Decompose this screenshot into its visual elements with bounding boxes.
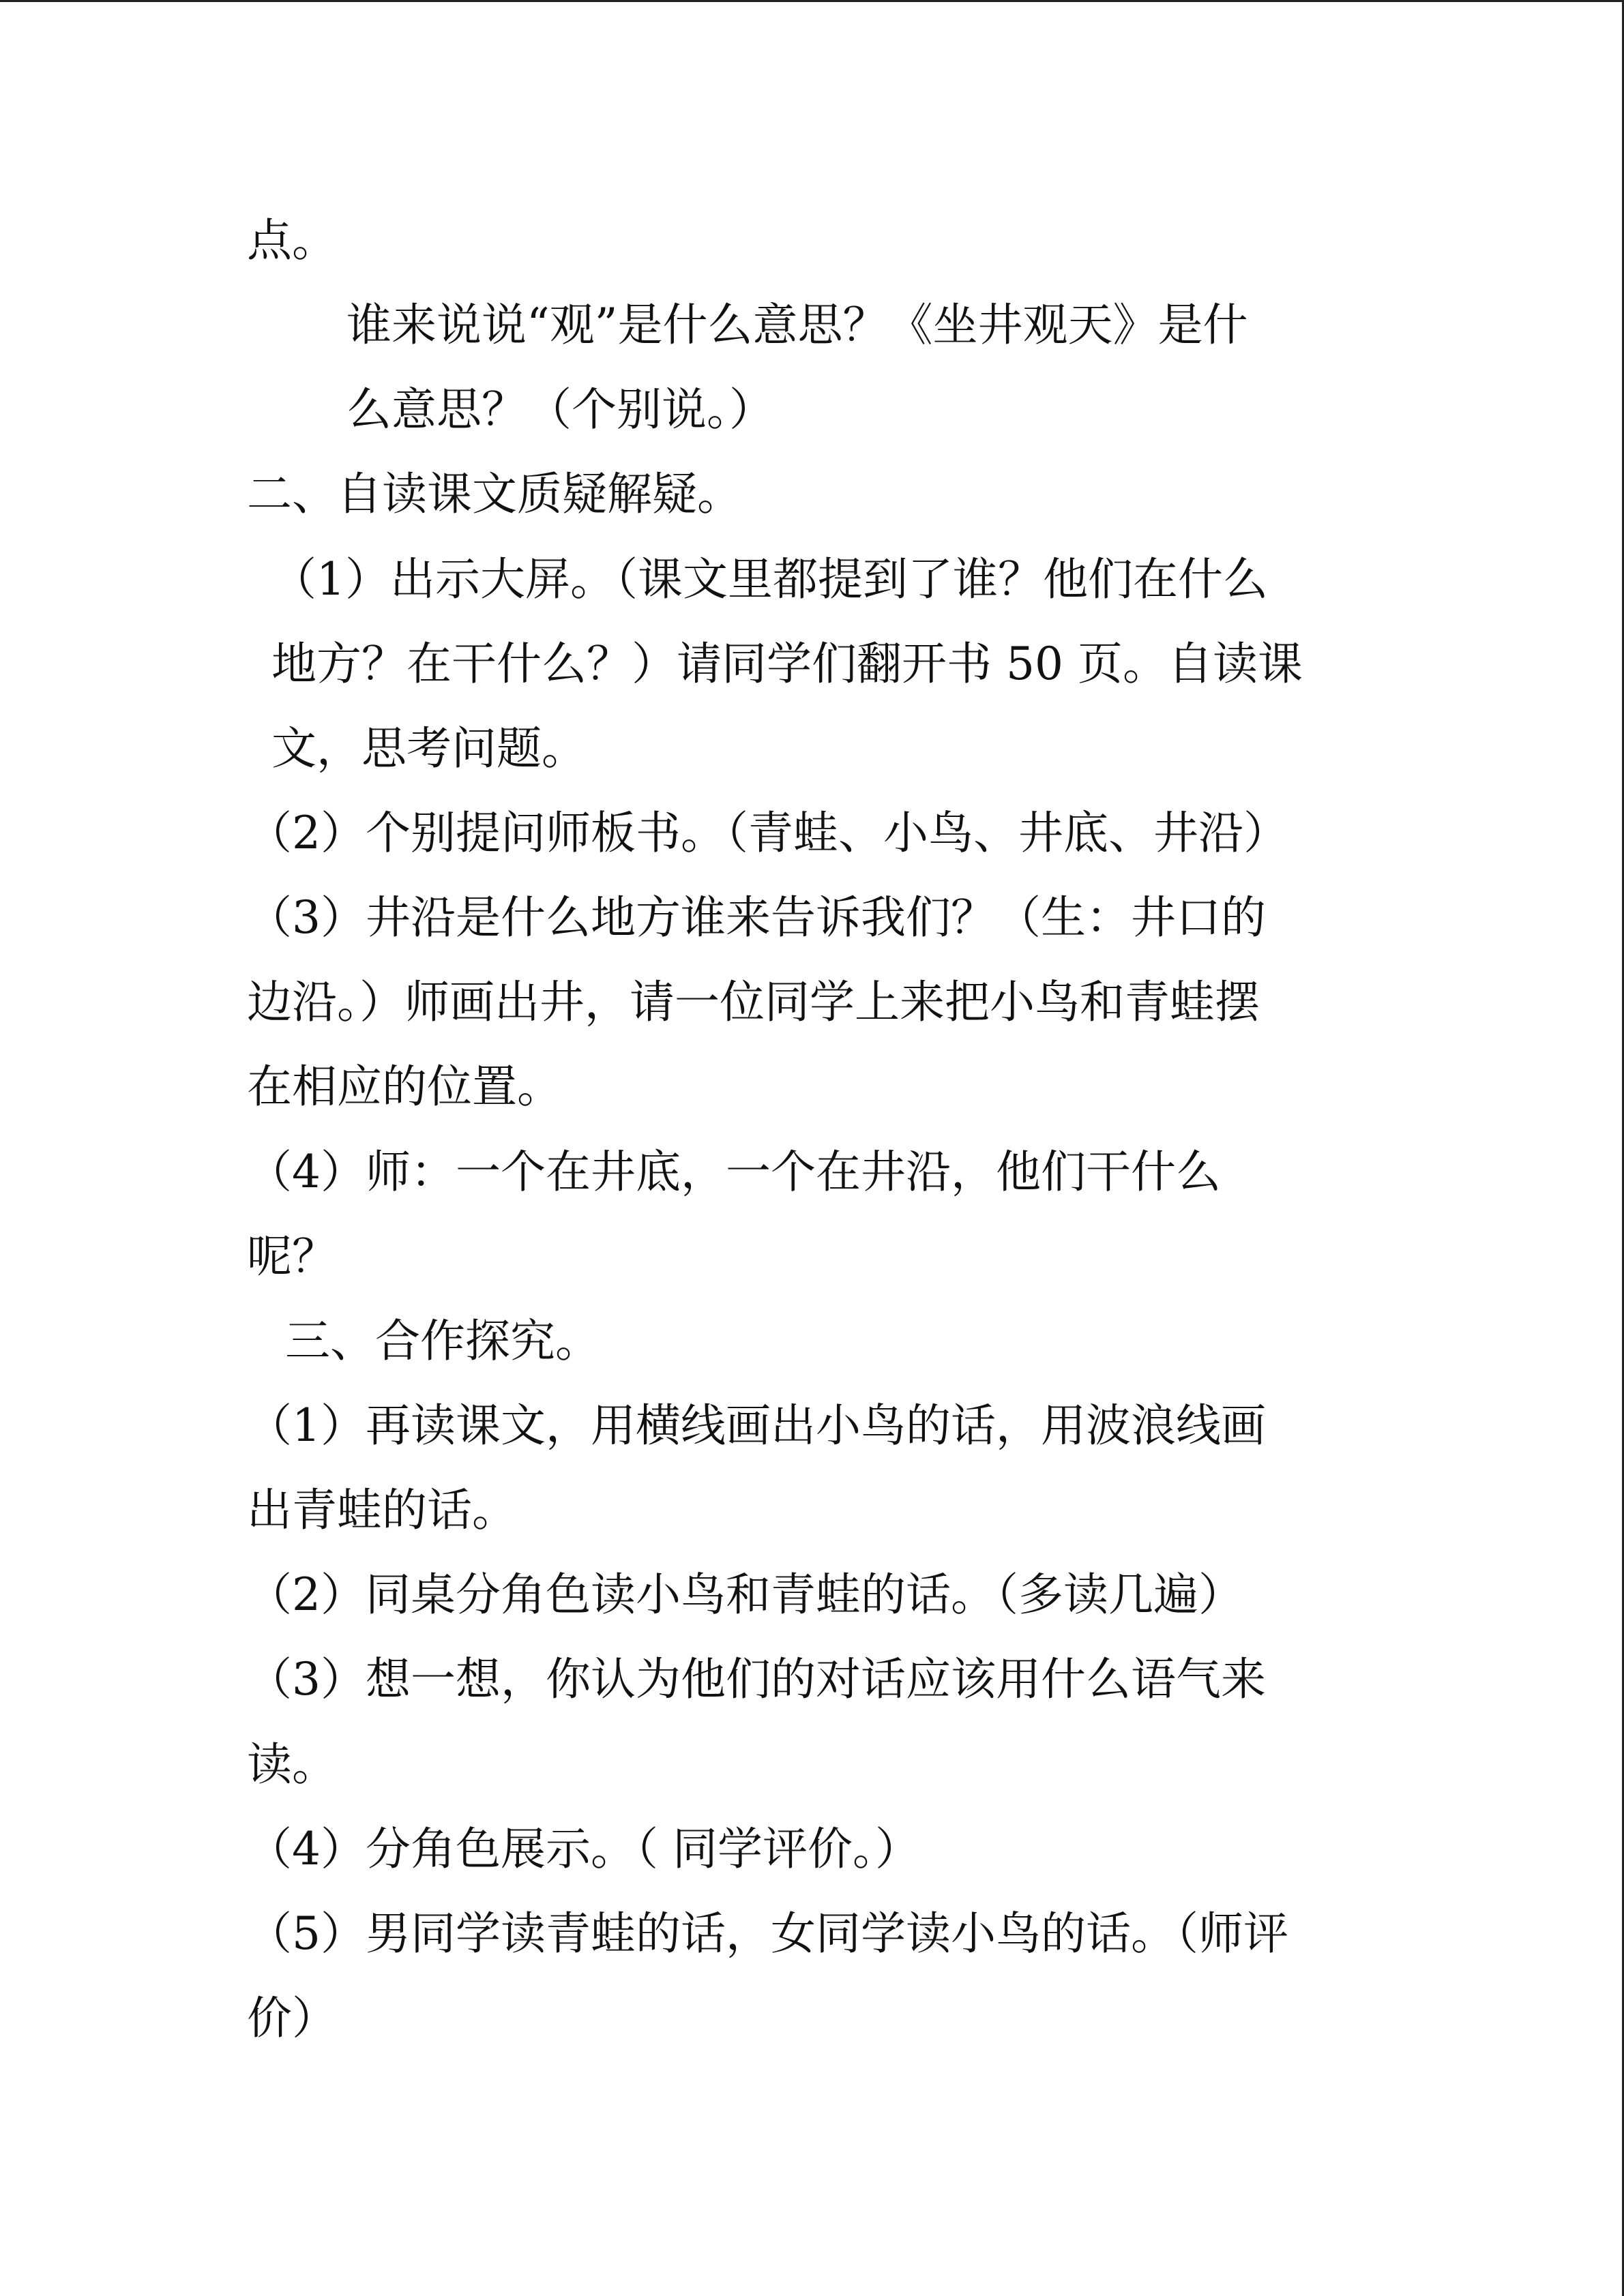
text-line: （1）出示大屏。（课文里都提到了谁？他们在什么	[271, 553, 1268, 606]
text-line: （4）师：一个在井底，一个在井沿，他们干什么	[247, 1146, 1221, 1198]
text-line: （2）同桌分角色读小鸟和青蛙的话。（多读几遍）	[247, 1568, 1243, 1621]
text-line: （5）男同学读青蛙的话，女同学读小鸟的话。（师评	[247, 1907, 1288, 1960]
text-line: （3）想一想，你认为他们的对话应该用什么语气来	[247, 1653, 1266, 1705]
text-line: 出青蛙的话。	[247, 1484, 517, 1536]
text-line: 点。	[247, 214, 337, 267]
text-line: （1）再读课文，用横线画出小鸟的话，用波浪线画	[247, 1399, 1266, 1452]
text-line: 文，思考问题。	[271, 722, 587, 775]
section-heading: 三、合作探究。	[285, 1315, 600, 1367]
text-line: 么意思？（个别说。）	[346, 383, 774, 436]
text-line: 在相应的位置。	[247, 1060, 562, 1113]
text-line: （3）井沿是什么地方谁来告诉我们？（生：井口的	[247, 891, 1266, 944]
text-line: 价）	[247, 1992, 337, 2044]
text-line: （2）个别提问师板书。（青蛙、小鸟、井底、井沿）	[247, 807, 1288, 859]
section-heading: 二、自读课文质疑解疑。	[247, 468, 742, 520]
text-line: 呢？	[247, 1230, 337, 1283]
text-line: （4）分角色展示。（ 同学评价。）	[247, 1823, 920, 1875]
text-line: 读。	[247, 1738, 337, 1791]
text-line: 地方？在干什么？）请同学们翻开书 50 页。自读课	[271, 638, 1303, 690]
page-border-top	[0, 0, 1624, 2]
text-line: 边沿。）师画出井，请一位同学上来把小鸟和青蛙摆	[247, 976, 1260, 1028]
text-line: 谁来说说“观”是什么意思？《坐井观天》是什	[346, 299, 1248, 351]
